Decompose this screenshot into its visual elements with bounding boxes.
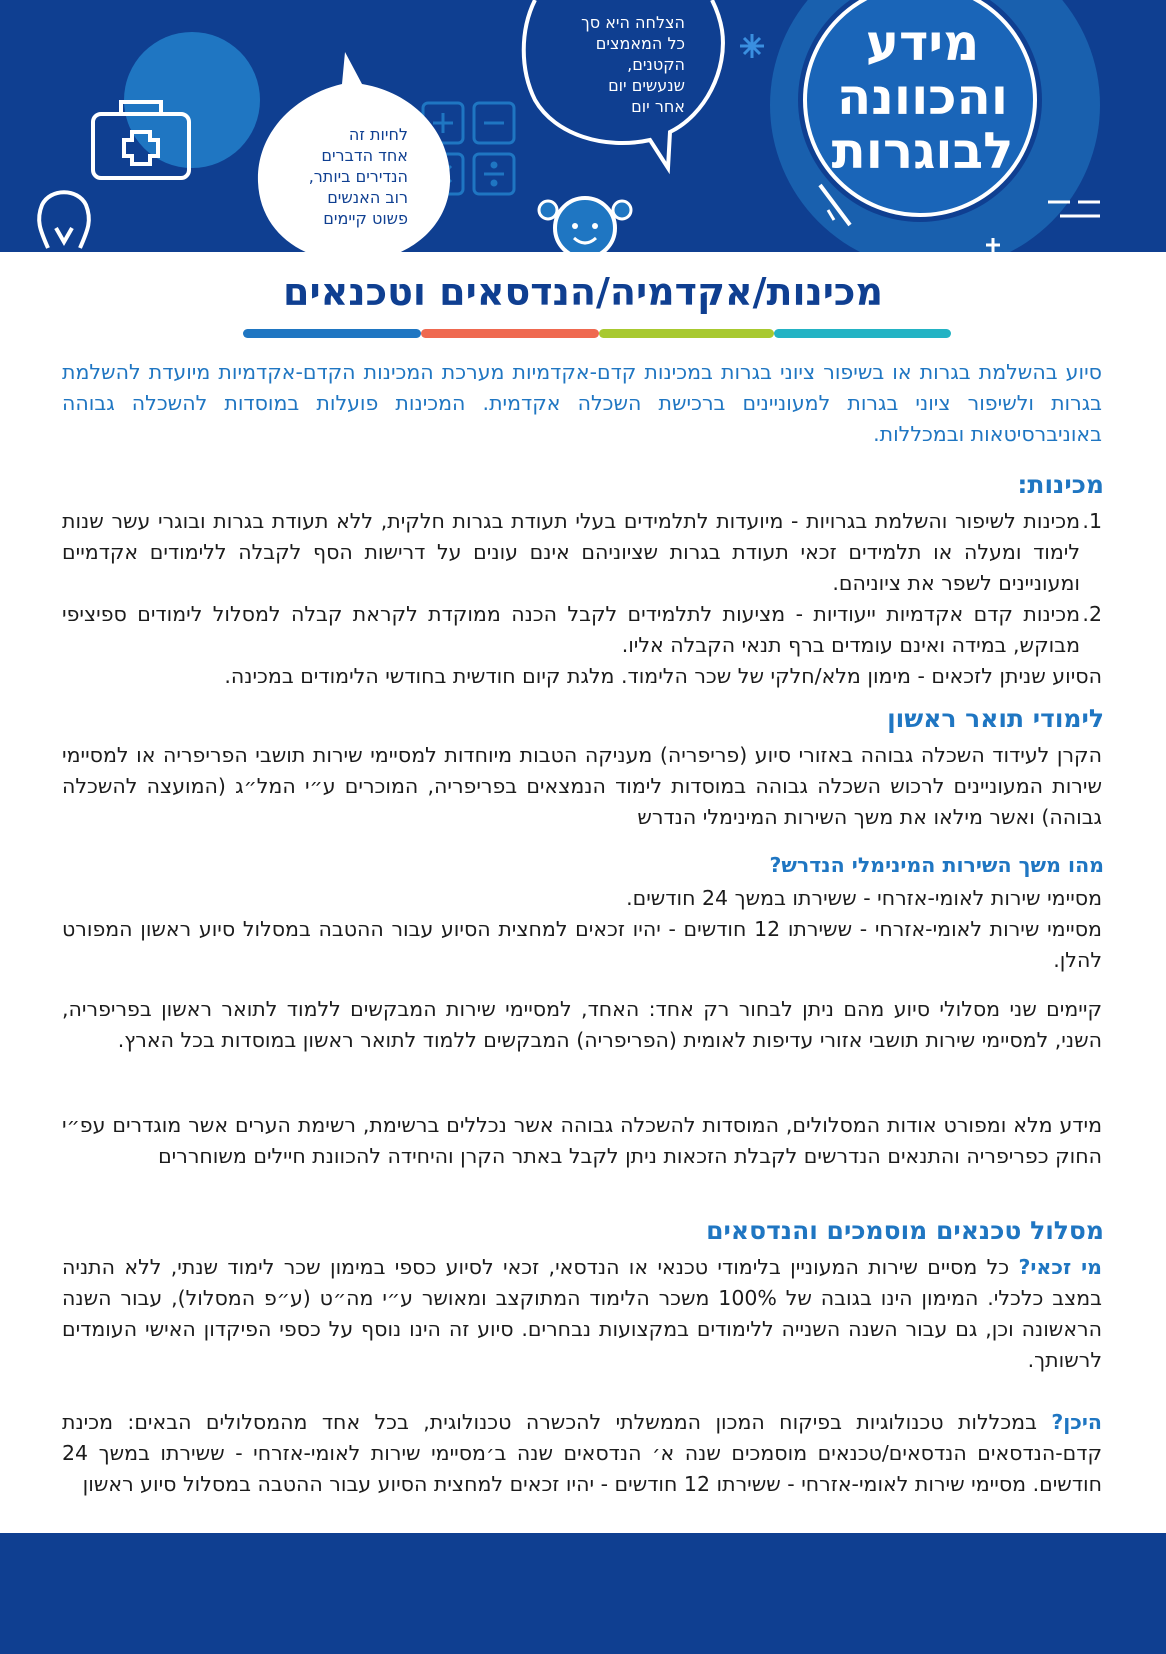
lightbulb-icon bbox=[39, 192, 89, 248]
sparkle-icon bbox=[740, 34, 764, 58]
where-paragraph bbox=[62, 1407, 1102, 1500]
min-service-section bbox=[62, 883, 1102, 976]
list-number: 1. bbox=[1082, 509, 1102, 533]
divider-blue bbox=[243, 329, 421, 338]
where-text: במכללות טכנולוגיות בפיקוח המכון הממשלתי להכשרה טכנולוגית, בכל אחד מהמסלולים הבאים: מכינת קדם-הנדסאים הנדסאים/טכנאים מוסמכים שנה א׳ הנדסאים שנה ב׳מסיימי שירות לאומי-אזרחי - ששירתו במשך 24 חודשים. מסיימי שירות לאומי-אזרחי - ששירתו 12 חודשים - יהיו זכאים למחצית הסיוע עבור ההטבה במסלול סיוע ראשון bbox=[62, 1410, 1102, 1496]
logo-text: מידע והכוונה לבוגרות bbox=[831, 14, 1014, 180]
min-service-line2: מסיימי שירות לאומי-אזרחי - ששירתו 12 חודשים - יהיו זכאים למחצית הסיוע עבור ההטבה במסלול סיוע ראשון המפורט להלן. bbox=[62, 917, 1102, 972]
min-service-heading: מהו משך השירות המינימלי הנדרש? bbox=[769, 853, 1104, 877]
who-label: מי זכאי? bbox=[1018, 1255, 1102, 1279]
first-degree-section bbox=[62, 740, 1102, 833]
bubble-center-quote: הצלחה היא סך כל המאמצים הקטנים, שנעשים יום אחר יום bbox=[581, 13, 685, 116]
mechinot-section bbox=[62, 506, 1102, 692]
page-title: מכינות/אקדמיה/הנדסאים וטכנאים bbox=[283, 270, 883, 314]
first-degree-text: הקרן לעידוד השכלה גבוהה באזורי סיוע (פריפריה) מעניקה הטבות מיוחדות למסיימי שירות תושבי הפריפריה או למסיימי שירות המעוניינים לרכוש השכלה גבוהה במוסדות לימוד הנמצאים בפריפריה, המוכרים ע״י המל״ג (המועצה להשכלה גבוהה) ואשר מילאו את משך השירות המינימלי הנדרש bbox=[62, 743, 1102, 829]
tech-track-section bbox=[62, 1252, 1102, 1500]
list-item bbox=[62, 599, 1102, 661]
mechinot-support: הסיוע שניתן לזכאים - מימון מלא/חלקי של שכר הלימוד. מלגת קיום חודשית בחודשי הלימודים במכינה. bbox=[224, 664, 1102, 688]
list-item bbox=[62, 506, 1102, 599]
bubble-left-quote: לחיות זה אחד הדברים הנדירים ביותר, רוב האנשים פשוט קיימים bbox=[308, 125, 408, 228]
who-text: כל מסיים שירות המעוניין בלימודי טכנאי או הנדסאי, זכאי לסיוע כספי במימון שכר לימוד שנתי, ללא התניה במצב כלכלי. המימון הינו בגובה של 100% משכר הלימוד המתוקצב ומאושר ע״י מה״ט (ע״פ המסלול), עבור השנה הראשונה וכן, גם עבור השנה השנייה ללימודים במקצועות נבחרים. סיוע זה הינו נוסף על כספי הפיקדון האישי העומדים לרשותך. bbox=[62, 1255, 1103, 1372]
list-number: 2. bbox=[1082, 602, 1102, 626]
info-paragraph: מידע מלא ומפורט אודות המסלולים, המוסדות להשכלה גבוהה אשר נכללים ברשימת, רשימת הערים אשר מוגדרים עפ״י החוק כפריפריה והתנאים הנדרשים לקבלת הזכאות ניתן לקבל באתר הקרן והיחידה להכוונת חיילים משוחררים bbox=[62, 1113, 1102, 1168]
divider-teal bbox=[774, 329, 951, 338]
tech-track-heading: מסלול טכנאים מוסמכים והנדסאים bbox=[706, 1216, 1104, 1245]
first-degree-heading: לימודי תואר ראשון bbox=[887, 704, 1104, 733]
where-label: היכן? bbox=[1051, 1410, 1102, 1434]
info-section bbox=[62, 1110, 1102, 1172]
tracks-paragraph: קיימים שני מסלולי סיוע מהם ניתן לבחור רק אחד: האחד, למסיימי שירות המבקשים ללמוד לתואר ראשון בפריפריה, השני, למסיימי שירות תושבי אזורי עדיפות לאומית (הפריפריה) המבקשים ללמוד לתואר ראשון במוסדות בכל הארץ. bbox=[62, 997, 1102, 1052]
tracks-section bbox=[62, 994, 1102, 1056]
list-text: מכינות קדם אקדמיות ייעודיות - מציעות לתלמידים לקבל הכנה ממוקדת לקראת קבלה למסלול לימודים ספיציפי מבוקש, במידה ואינם עומדים ברף תנאי הקבלה אליו. bbox=[62, 602, 1080, 657]
min-service-line1: מסיימי שירות לאומי-אזרחי - ששירתו במשך 24 חודשים. bbox=[626, 886, 1102, 910]
girl-face-icon bbox=[539, 198, 631, 252]
header-banner bbox=[0, 0, 1166, 252]
intro-paragraph bbox=[62, 357, 1102, 450]
footer-band bbox=[0, 1533, 1166, 1654]
divider-green bbox=[599, 329, 774, 338]
who-paragraph bbox=[62, 1252, 1102, 1376]
intro-text: סיוע בהשלמת בגרות או בשיפור ציוני בגרות במכינות קדם-אקדמיות מערכת המכינות הקדם-אקדמיות מיועדת להשלמת בגרות ולשיפור ציוני בגרות למעוניינים ברכישת השכלה אקדמית. המכינות פועלות במוסדות להשכלה גבוהה באוניברסיטאות ובמכללות. bbox=[62, 360, 1102, 446]
divider-coral bbox=[421, 329, 599, 338]
mechinot-heading: מכינות: bbox=[1017, 470, 1104, 499]
list-text: מכינות לשיפור והשלמת בגרויות - מיועדות לתלמידים בעלי תעודת בגרות חלקית, ללא תעודת בגרות ובוגרי עשר שנות לימוד ומעלה או תלמידים זכאי תעודת בגרות שציוניהם אינם עונים על דרישות הסף לקבלה ללימודים אקדמיים ומעוניינים לשפר את ציוניהם. bbox=[62, 509, 1080, 595]
